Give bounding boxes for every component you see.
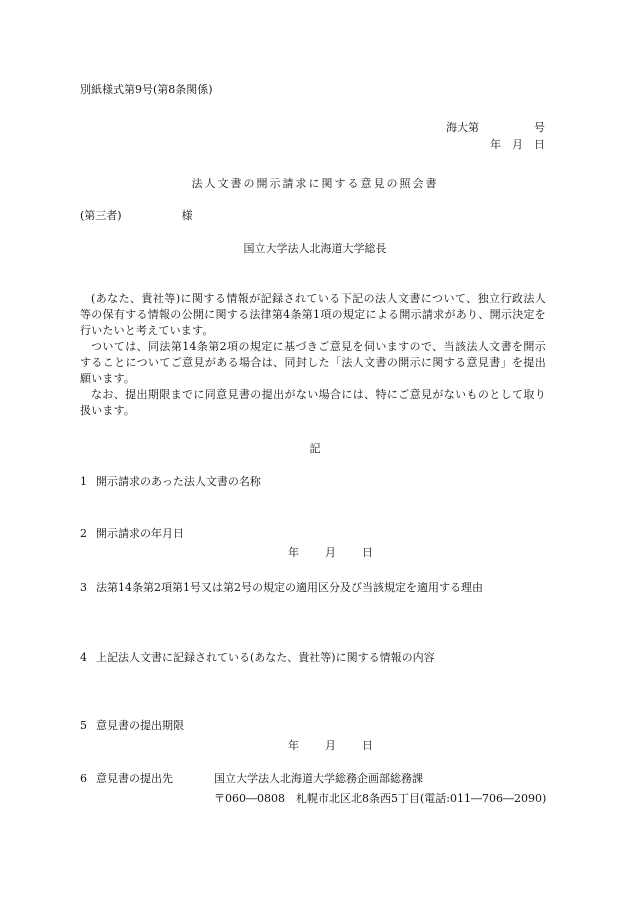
destination-office: 国立大学法人北海道大学総務企画部総務課 bbox=[214, 772, 423, 785]
document-title: 法人文書の開示請求に関する意見の照会書 bbox=[191, 177, 439, 190]
destination-address: 〒060―0808 札幌市北区北8条西5丁目(電話:011―706―2090) bbox=[214, 792, 547, 805]
addressee-label: (第三者) bbox=[80, 209, 122, 222]
document-date: 年 月 日 bbox=[490, 138, 545, 151]
item-3 bbox=[80, 580, 483, 596]
day-label: 日 bbox=[362, 739, 373, 752]
item-2 bbox=[80, 526, 184, 542]
item-number: 5 bbox=[80, 719, 87, 732]
month-label: 月 bbox=[325, 739, 336, 752]
item-number: 4 bbox=[80, 651, 87, 664]
item-number: 6 bbox=[80, 772, 87, 785]
item-label: 上記法人文書に記録されている(あなた、貴社等)に関する情報の内容 bbox=[96, 651, 435, 664]
item-number: 3 bbox=[80, 581, 87, 594]
month-label: 月 bbox=[325, 546, 336, 559]
item-label: 意見書の提出先 bbox=[96, 772, 173, 785]
addressee bbox=[80, 208, 193, 224]
item-number: 2 bbox=[80, 527, 87, 540]
sender: 国立大学法人北海道大学総長 bbox=[243, 242, 387, 255]
day-label: 日 bbox=[362, 546, 373, 559]
item-label: 開示請求のあった法人文書の名称 bbox=[96, 475, 261, 488]
item-label: 法第14条第2項第1号又は第2号の規定の適用区分及び当該規定を適用する理由 bbox=[96, 581, 483, 594]
body-paragraph: なお、提出期限までに同意見書の提出がない場合には、特にご意見がないものとして取り扱います。 bbox=[80, 388, 546, 417]
item-1 bbox=[80, 474, 261, 490]
form-id: 別紙様式第9号(第8条関係) bbox=[80, 83, 213, 96]
year-label: 年 bbox=[288, 739, 299, 752]
body-text bbox=[80, 291, 546, 419]
body-paragraph: ついては、同法第14条第2項の規定に基づきご意見を伺いますので、当該法人文書を開示することについてご意見がある場合は、同封した「法人文書の開示に関する意見書」を提出願います。 bbox=[80, 340, 546, 385]
item-number: 1 bbox=[80, 475, 87, 488]
addressee-honorific: 様 bbox=[181, 209, 193, 222]
document-number: 海大第 号 bbox=[446, 121, 545, 134]
item-4 bbox=[80, 650, 435, 666]
item-6 bbox=[80, 771, 173, 787]
request-date-line bbox=[288, 545, 373, 561]
item-label: 意見書の提出期限 bbox=[96, 719, 184, 732]
deadline-date-line bbox=[288, 738, 373, 754]
ki-heading: 記 bbox=[309, 442, 321, 455]
body-paragraph: (あなた、貴社等)に関する情報が記録されている下記の法人文書について、独立行政法人等の保有する情報の公開に関する法律第4条第1項の規定による開示請求があり、開示決定を行いたいと考えています。 bbox=[80, 292, 546, 337]
item-label: 開示請求の年月日 bbox=[96, 527, 184, 540]
year-label: 年 bbox=[288, 546, 299, 559]
item-5 bbox=[80, 718, 184, 734]
